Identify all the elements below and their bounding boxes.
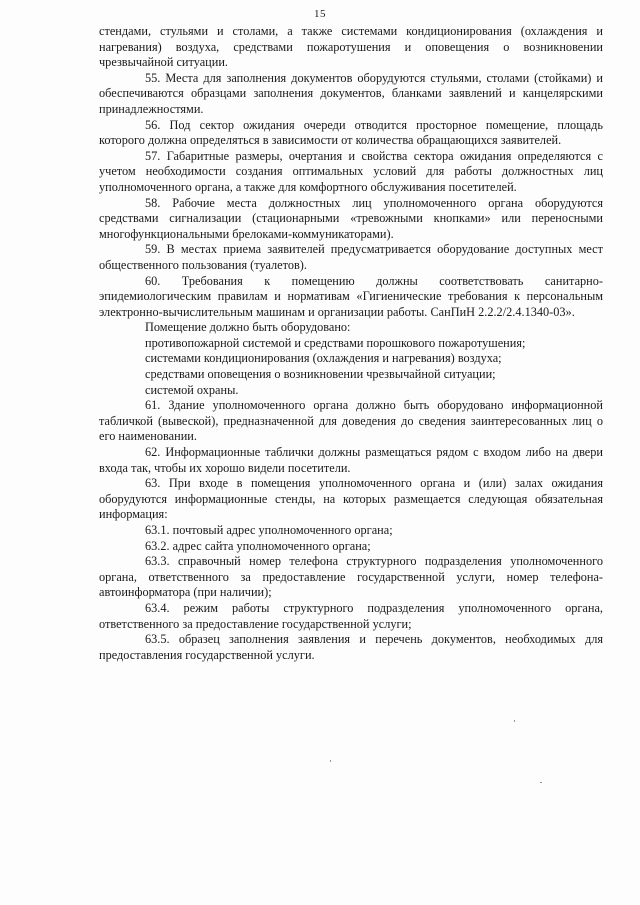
paragraph-56: 56. Под сектор ожидания очереди отводится просторное помещение, площадь которого должна определяться в зависимости от количества обращающихся заявителей.: [99, 117, 603, 148]
equipment-item-3: средствами оповещения о возникновении чрезвычайной ситуации;: [145, 367, 496, 382]
equipment-item-1: противопожарной системой и средствами порошкового пожаротушения;: [145, 335, 526, 350]
paragraph-59: 59. В местах приема заявителей предусматривается оборудование доступных мест общественного пользования (туалетов).: [99, 242, 603, 272]
paragraph-63-3: 63.3. справочный номер телефона структурного подразделения уполномоченного органа, ответственного за предоставление государственной услуги, номер телефона-автоинформатора (при наличии);: [99, 554, 603, 600]
paragraph-60: 60. Требования к помещению должны соответствовать санитарно-эпидемиологическим правилам и нормативам «Гигиенические требования к персональным электронно-вычислительным машинам и организации работы. СанПиН 2.2.2/2.4.1340-03».: [99, 273, 603, 319]
scan-speck: [540, 782, 542, 783]
paragraph-62: 62. Информационные таблички должны размещаться рядом с входом либо на двери входа так, чтобы их хорошо видели посетители.: [99, 445, 603, 475]
document-body: [99, 24, 603, 663]
paragraph-continuation: стендами, стульями и столами, а также системами кондиционирования (охлаждения и нагревания) воздуха, средствами пожаротушения и оповещения о возникновении чрезвычайной ситуации.: [99, 24, 603, 70]
paragraph-61: 61. Здание уполномоченного органа должно быть оборудовано информационной табличкой (вывеской), предназначенной для доведения до сведения заинтересованных лиц о его наименовании.: [99, 398, 603, 444]
equipment-item-4: системой охраны.: [145, 382, 239, 397]
scan-speck: [330, 760, 331, 762]
equipment-intro: Помещение должно быть оборудовано:: [145, 320, 351, 335]
paragraph-58: 58. Рабочие места должностных лиц уполномоченного органа оборудуются средствами сигнализации (стационарными «тревожными кнопками» или переносными многофункциональными брелоками-коммуникаторами).: [99, 195, 603, 241]
paragraph-63-1: 63.1. почтовый адрес уполномоченного органа;: [145, 523, 393, 537]
equipment-item-2: системами кондиционирования (охлаждения и нагревания) воздуха;: [145, 351, 502, 366]
page-number: 15: [314, 8, 326, 20]
paragraph-57: 57. Габаритные размеры, очертания и свойства сектора ожидания определяются с учетом необходимости создания оптимальных условий для работы должностных лиц уполномоченного органа, а также для комфортного обслуживания посетителей.: [99, 148, 603, 194]
paragraph-63-4: 63.4. режим работы структурного подразделения уполномоченного органа, ответственного за предоставление государственной услуги;: [99, 600, 603, 631]
paragraph-63: 63. При входе в помещения уполномоченного органа и (или) залах ожидания оборудуются информационные стенды, на которых размещается следующая обязательная информация:: [99, 476, 603, 522]
paragraph-55: 55. Места для заполнения документов оборудуются стульями, столами (стойками) и обеспечиваются образцами заполнения документов, бланками заявлений и канцелярскими принадлежностями.: [99, 70, 603, 116]
scan-speck: [514, 720, 515, 722]
paragraph-63-5: 63.5. образец заполнения заявления и перечень документов, необходимых для предоставления государственной услуги.: [99, 632, 603, 662]
paragraph-63-2: 63.2. адрес сайта уполномоченного органа;: [145, 538, 371, 553]
